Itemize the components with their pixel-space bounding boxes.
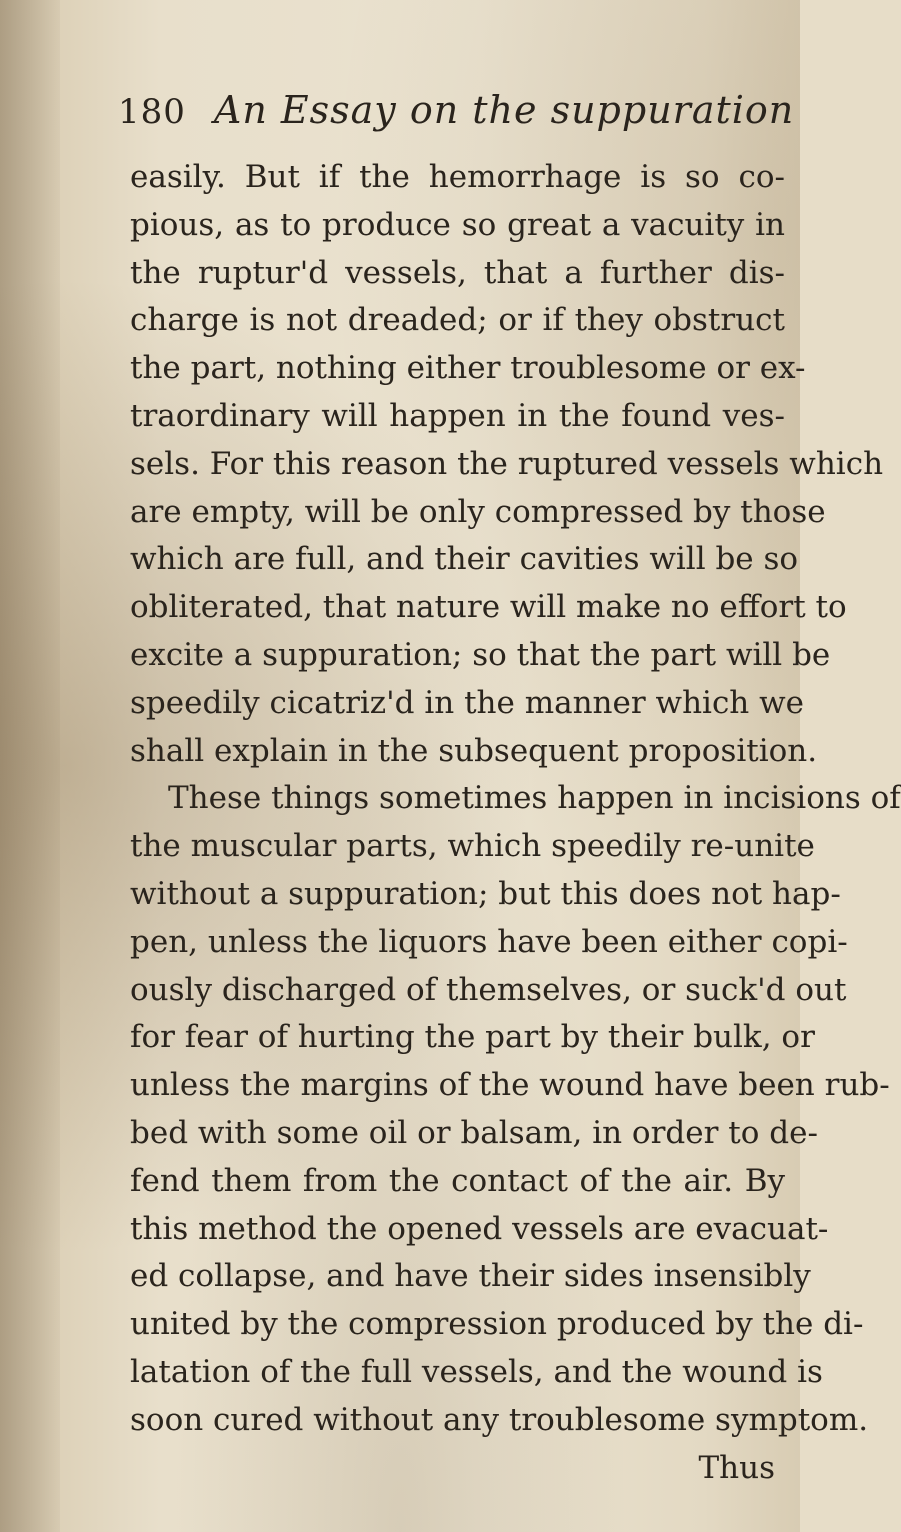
text-line: traordinary will happen in the found ves- <box>130 397 785 434</box>
text-block <box>118 88 901 1492</box>
text-line: speedily cicatriz'd in the manner which we <box>130 684 805 721</box>
text-line: unless the margins of the wound have been rub- <box>130 1067 890 1104</box>
text-line: this method the opened vessels are evacuat- <box>130 1210 829 1247</box>
text-line: latation of the full vessels, and the wound is <box>130 1353 823 1390</box>
text-line: charge is not dreaded; or if they obstruct <box>130 302 785 339</box>
text-line: the ruptur'd vessels, that a further dis- <box>130 254 785 291</box>
text-line: pen, unless the liquors have been either copi- <box>130 923 848 960</box>
text-line: united by the compression produced by the di- <box>130 1306 864 1343</box>
catchword: Thus <box>698 1449 775 1486</box>
text-line: ed collapse, and have their sides insensibly <box>130 1258 811 1295</box>
text-line: which are full, and their cavities will be so <box>130 541 799 578</box>
text-line: are empty, will be only compressed by those <box>130 493 826 530</box>
text-line: These things sometimes happen in incisions of <box>168 780 901 817</box>
text-line: the muscular parts, which speedily re-unite <box>130 828 815 865</box>
text-line: excite a suppuration; so that the part will be <box>130 636 831 673</box>
running-head <box>118 88 795 148</box>
body-text <box>130 154 901 1492</box>
text-line: soon cured without any troublesome symptom. <box>130 1401 869 1438</box>
running-head-title: An Essay on the suppuration <box>213 88 795 132</box>
text-line: the part, nothing either troublesome or ex- <box>130 350 806 387</box>
text-line: for fear of hurting the part by their bulk, or <box>130 1019 815 1056</box>
text-line: pious, as to produce so great a vacuity in <box>130 206 785 243</box>
text-line: shall explain in the subsequent proposition. <box>130 732 818 769</box>
page-gutter-shadow <box>0 0 60 1532</box>
page-number: 180 <box>118 92 186 132</box>
text-line: sels. For this reason the ruptured vessels which <box>130 445 884 482</box>
text-line: fend them from the contact of the air. By <box>130 1162 785 1199</box>
text-line: without a suppuration; but this does not hap- <box>130 875 841 912</box>
text-line: bed with some oil or balsam, in order to de- <box>130 1114 818 1151</box>
text-line: ously discharged of themselves, or suck'd out <box>130 971 847 1008</box>
text-line: obliterated, that nature will make no effort to <box>130 589 847 626</box>
text-line: easily. But if the hemorrhage is so co- <box>130 159 785 195</box>
